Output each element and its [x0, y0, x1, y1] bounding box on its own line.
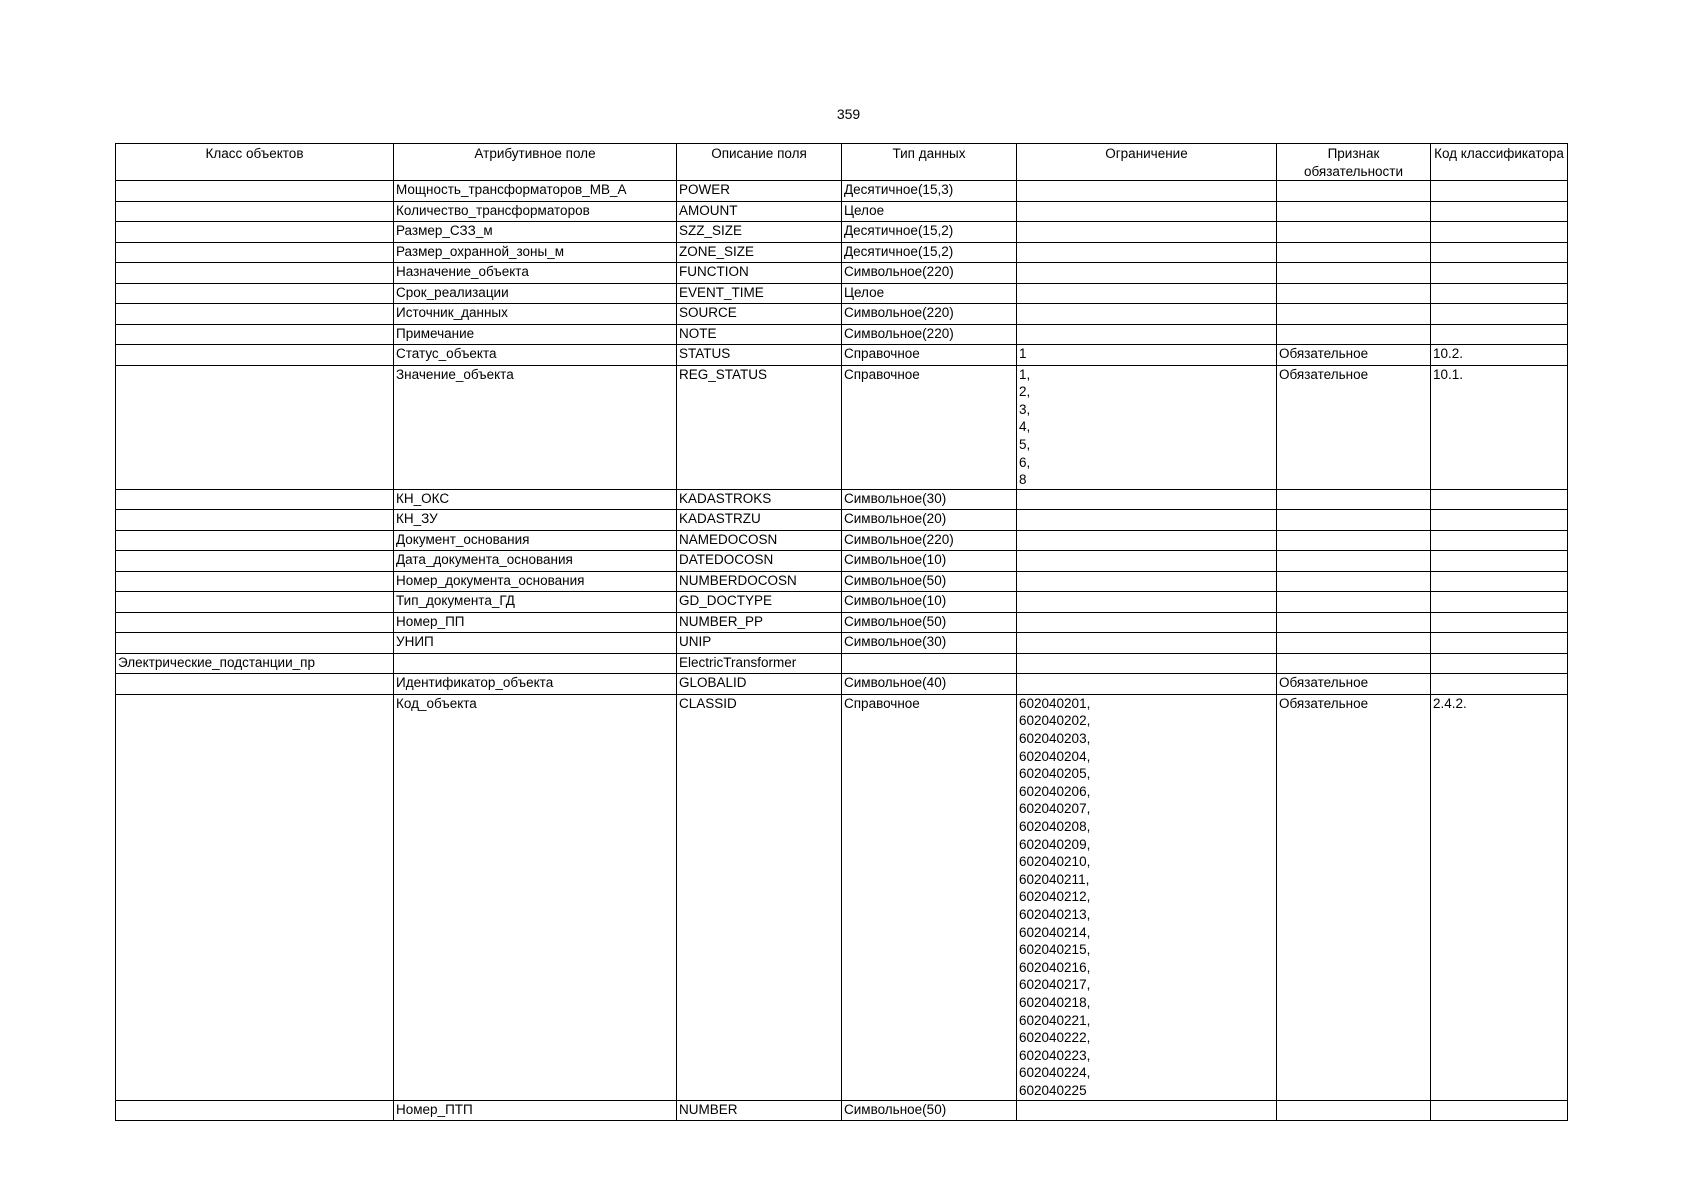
cell-attribute-field: КН_ЗУ [394, 510, 677, 531]
cell-constraint [1017, 530, 1277, 551]
cell-classifier-code: 2.4.2. [1431, 694, 1568, 1100]
table-row [116, 304, 1568, 325]
cell-classifier-code [1431, 674, 1568, 695]
page-number: 359 [836, 106, 861, 122]
cell-object-class [116, 365, 394, 489]
cell-classifier-code [1431, 263, 1568, 284]
cell-field-description: STATUS [677, 345, 842, 366]
cell-data-type: Справочное [842, 345, 1017, 366]
cell-constraint [1017, 201, 1277, 222]
cell-constraint [1017, 263, 1277, 284]
cell-object-class [116, 510, 394, 531]
cell-constraint [1017, 510, 1277, 531]
cell-field-description: POWER [677, 181, 842, 202]
table-row [116, 242, 1568, 263]
cell-constraint [1017, 592, 1277, 613]
cell-field-description: SOURCE [677, 304, 842, 325]
cell-object-class [116, 530, 394, 551]
cell-classifier-code [1431, 510, 1568, 531]
cell-data-type: Целое [842, 201, 1017, 222]
cell-classifier-code: 10.1. [1431, 365, 1568, 489]
cell-field-description: NAMEDOCOSN [677, 530, 842, 551]
cell-data-type: Символьное(10) [842, 551, 1017, 572]
cell-object-class [116, 345, 394, 366]
cell-data-type: Символьное(40) [842, 674, 1017, 695]
cell-required-flag [1277, 324, 1431, 345]
table-body [116, 181, 1568, 1121]
cell-classifier-code [1431, 304, 1568, 325]
cell-object-class [116, 489, 394, 510]
header-object-class: Класс объектов [116, 144, 394, 181]
cell-attribute-field: УНИП [394, 633, 677, 654]
cell-classifier-code [1431, 324, 1568, 345]
cell-object-class [116, 612, 394, 633]
cell-required-flag [1277, 181, 1431, 202]
cell-data-type: Символьное(220) [842, 263, 1017, 284]
table-row [116, 222, 1568, 243]
cell-constraint: 1, 2, 3, 4, 5, 6, 8 [1017, 365, 1277, 489]
cell-attribute-field: Количество_трансформаторов [394, 201, 677, 222]
cell-classifier-code [1431, 489, 1568, 510]
table-row [116, 345, 1568, 366]
cell-required-flag [1277, 510, 1431, 531]
cell-constraint [1017, 612, 1277, 633]
table-row [116, 1100, 1568, 1121]
cell-object-class [116, 222, 394, 243]
cell-field-description: KADASTRZU [677, 510, 842, 531]
cell-data-type [842, 653, 1017, 674]
cell-attribute-field: Тип_документа_ГД [394, 592, 677, 613]
cell-classifier-code [1431, 551, 1568, 572]
cell-constraint: 602040201, 602040202, 602040203, 602040204, 602040205, 602040206, 602040207, 602040208, 602040209, 602040210, 602040211, 602040212, 602040213, 602040214, 602040215, 602040216, 602040217, 602040218, 602040221, 602040222, 602040223, 602040224, 602040225 [1017, 694, 1277, 1100]
table-row [116, 612, 1568, 633]
header-data-type: Тип данных [842, 144, 1017, 181]
cell-constraint [1017, 1100, 1277, 1121]
cell-required-flag [1277, 530, 1431, 551]
cell-attribute-field [394, 653, 677, 674]
cell-object-class [116, 283, 394, 304]
cell-classifier-code [1431, 283, 1568, 304]
cell-object-class [116, 201, 394, 222]
cell-required-flag [1277, 653, 1431, 674]
cell-constraint [1017, 633, 1277, 654]
cell-required-flag [1277, 242, 1431, 263]
cell-constraint [1017, 674, 1277, 695]
cell-data-type: Десятичное(15,2) [842, 242, 1017, 263]
cell-data-type: Символьное(220) [842, 324, 1017, 345]
cell-constraint [1017, 489, 1277, 510]
cell-field-description: NUMBER_PP [677, 612, 842, 633]
cell-object-class [116, 633, 394, 654]
cell-constraint [1017, 222, 1277, 243]
table-header-row [116, 144, 1568, 181]
cell-field-description: UNIP [677, 633, 842, 654]
cell-constraint: 1 [1017, 345, 1277, 366]
cell-data-type: Десятичное(15,2) [842, 222, 1017, 243]
table-row [116, 324, 1568, 345]
cell-data-type: Символьное(50) [842, 571, 1017, 592]
cell-constraint [1017, 242, 1277, 263]
cell-constraint [1017, 283, 1277, 304]
cell-data-type: Символьное(30) [842, 633, 1017, 654]
cell-data-type: Целое [842, 283, 1017, 304]
cell-field-description: NUMBERDOCOSN [677, 571, 842, 592]
cell-classifier-code [1431, 633, 1568, 654]
cell-object-class [116, 694, 394, 1100]
cell-object-class [116, 551, 394, 572]
header-attribute-field: Атрибутивное поле [394, 144, 677, 181]
cell-required-flag [1277, 489, 1431, 510]
cell-object-class [116, 1100, 394, 1121]
cell-required-flag [1277, 551, 1431, 572]
cell-classifier-code: 10.2. [1431, 345, 1568, 366]
cell-field-description: FUNCTION [677, 263, 842, 284]
cell-classifier-code [1431, 592, 1568, 613]
table-row [116, 653, 1568, 674]
cell-required-flag: Обязательное [1277, 694, 1431, 1100]
cell-field-description: NUMBER [677, 1100, 842, 1121]
table-row [116, 571, 1568, 592]
cell-attribute-field: Номер_ПП [394, 612, 677, 633]
cell-field-description: ZONE_SIZE [677, 242, 842, 263]
cell-classifier-code [1431, 571, 1568, 592]
table-row [116, 592, 1568, 613]
cell-constraint [1017, 571, 1277, 592]
cell-classifier-code [1431, 181, 1568, 202]
cell-attribute-field: Значение_объекта [394, 365, 677, 489]
cell-field-description: CLASSID [677, 694, 842, 1100]
cell-classifier-code [1431, 1100, 1568, 1121]
cell-data-type: Справочное [842, 694, 1017, 1100]
table-row [116, 694, 1568, 1100]
cell-data-type: Символьное(50) [842, 612, 1017, 633]
cell-required-flag [1277, 304, 1431, 325]
cell-required-flag [1277, 283, 1431, 304]
cell-classifier-code [1431, 530, 1568, 551]
cell-constraint [1017, 653, 1277, 674]
cell-attribute-field: Документ_основания [394, 530, 677, 551]
cell-object-class [116, 674, 394, 695]
cell-required-flag [1277, 571, 1431, 592]
cell-attribute-field: Мощность_трансформаторов_МВ_А [394, 181, 677, 202]
table-row [116, 263, 1568, 284]
cell-attribute-field: КН_ОКС [394, 489, 677, 510]
cell-object-class [116, 324, 394, 345]
cell-attribute-field: Статус_объекта [394, 345, 677, 366]
cell-attribute-field: Размер_СЗЗ_м [394, 222, 677, 243]
cell-data-type: Символьное(20) [842, 510, 1017, 531]
cell-attribute-field: Дата_документа_основания [394, 551, 677, 572]
cell-classifier-code [1431, 242, 1568, 263]
cell-required-flag [1277, 1100, 1431, 1121]
cell-attribute-field: Размер_охранной_зоны_м [394, 242, 677, 263]
header-constraint: Ограничение [1017, 144, 1277, 181]
cell-attribute-field: Номер_документа_основания [394, 571, 677, 592]
cell-constraint [1017, 551, 1277, 572]
cell-field-description: EVENT_TIME [677, 283, 842, 304]
cell-object-class [116, 242, 394, 263]
cell-field-description: GLOBALID [677, 674, 842, 695]
cell-field-description: REG_STATUS [677, 365, 842, 489]
cell-attribute-field: Номер_ПТП [394, 1100, 677, 1121]
cell-field-description: SZZ_SIZE [677, 222, 842, 243]
cell-required-flag [1277, 633, 1431, 654]
cell-field-description: KADASTROKS [677, 489, 842, 510]
cell-data-type: Символьное(30) [842, 489, 1017, 510]
cell-required-flag: Обязательное [1277, 674, 1431, 695]
cell-constraint [1017, 324, 1277, 345]
cell-constraint [1017, 304, 1277, 325]
cell-classifier-code [1431, 201, 1568, 222]
table-row [116, 365, 1568, 489]
cell-classifier-code [1431, 222, 1568, 243]
cell-field-description: AMOUNT [677, 201, 842, 222]
cell-classifier-code [1431, 653, 1568, 674]
cell-required-flag: Обязательное [1277, 345, 1431, 366]
attribute-table [115, 143, 1568, 1121]
cell-attribute-field: Источник_данных [394, 304, 677, 325]
cell-object-class [116, 181, 394, 202]
cell-attribute-field: Назначение_объекта [394, 263, 677, 284]
cell-required-flag [1277, 263, 1431, 284]
cell-required-flag [1277, 612, 1431, 633]
cell-attribute-field: Код_объекта [394, 694, 677, 1100]
cell-required-flag [1277, 222, 1431, 243]
table-row [116, 530, 1568, 551]
header-required-flag: Признак обязательности [1277, 144, 1431, 181]
cell-object-class: Электрические_подстанции_пр [116, 653, 394, 674]
cell-object-class [116, 571, 394, 592]
cell-attribute-field: Срок_реализации [394, 283, 677, 304]
header-classifier-code: Код классификатора [1431, 144, 1568, 181]
cell-attribute-field: Идентификатор_объекта [394, 674, 677, 695]
table-row [116, 283, 1568, 304]
table-row [116, 201, 1568, 222]
cell-data-type: Символьное(50) [842, 1100, 1017, 1121]
table-row [116, 489, 1568, 510]
table-row [116, 674, 1568, 695]
cell-field-description: NOTE [677, 324, 842, 345]
cell-required-flag: Обязательное [1277, 365, 1431, 489]
cell-classifier-code [1431, 612, 1568, 633]
cell-data-type: Справочное [842, 365, 1017, 489]
cell-attribute-field: Примечание [394, 324, 677, 345]
cell-object-class [116, 304, 394, 325]
cell-object-class [116, 263, 394, 284]
cell-object-class [116, 592, 394, 613]
table-row [116, 551, 1568, 572]
cell-field-description: GD_DOCTYPE [677, 592, 842, 613]
cell-data-type: Символьное(220) [842, 530, 1017, 551]
cell-data-type: Символьное(10) [842, 592, 1017, 613]
header-field-description: Описание поля [677, 144, 842, 181]
cell-data-type: Десятичное(15,3) [842, 181, 1017, 202]
cell-required-flag [1277, 201, 1431, 222]
table-row [116, 181, 1568, 202]
cell-field-description: DATEDOCOSN [677, 551, 842, 572]
cell-required-flag [1277, 592, 1431, 613]
table-row [116, 510, 1568, 531]
cell-constraint [1017, 181, 1277, 202]
table-row [116, 633, 1568, 654]
cell-data-type: Символьное(220) [842, 304, 1017, 325]
cell-field-description: ElectricTransformer [677, 653, 842, 674]
